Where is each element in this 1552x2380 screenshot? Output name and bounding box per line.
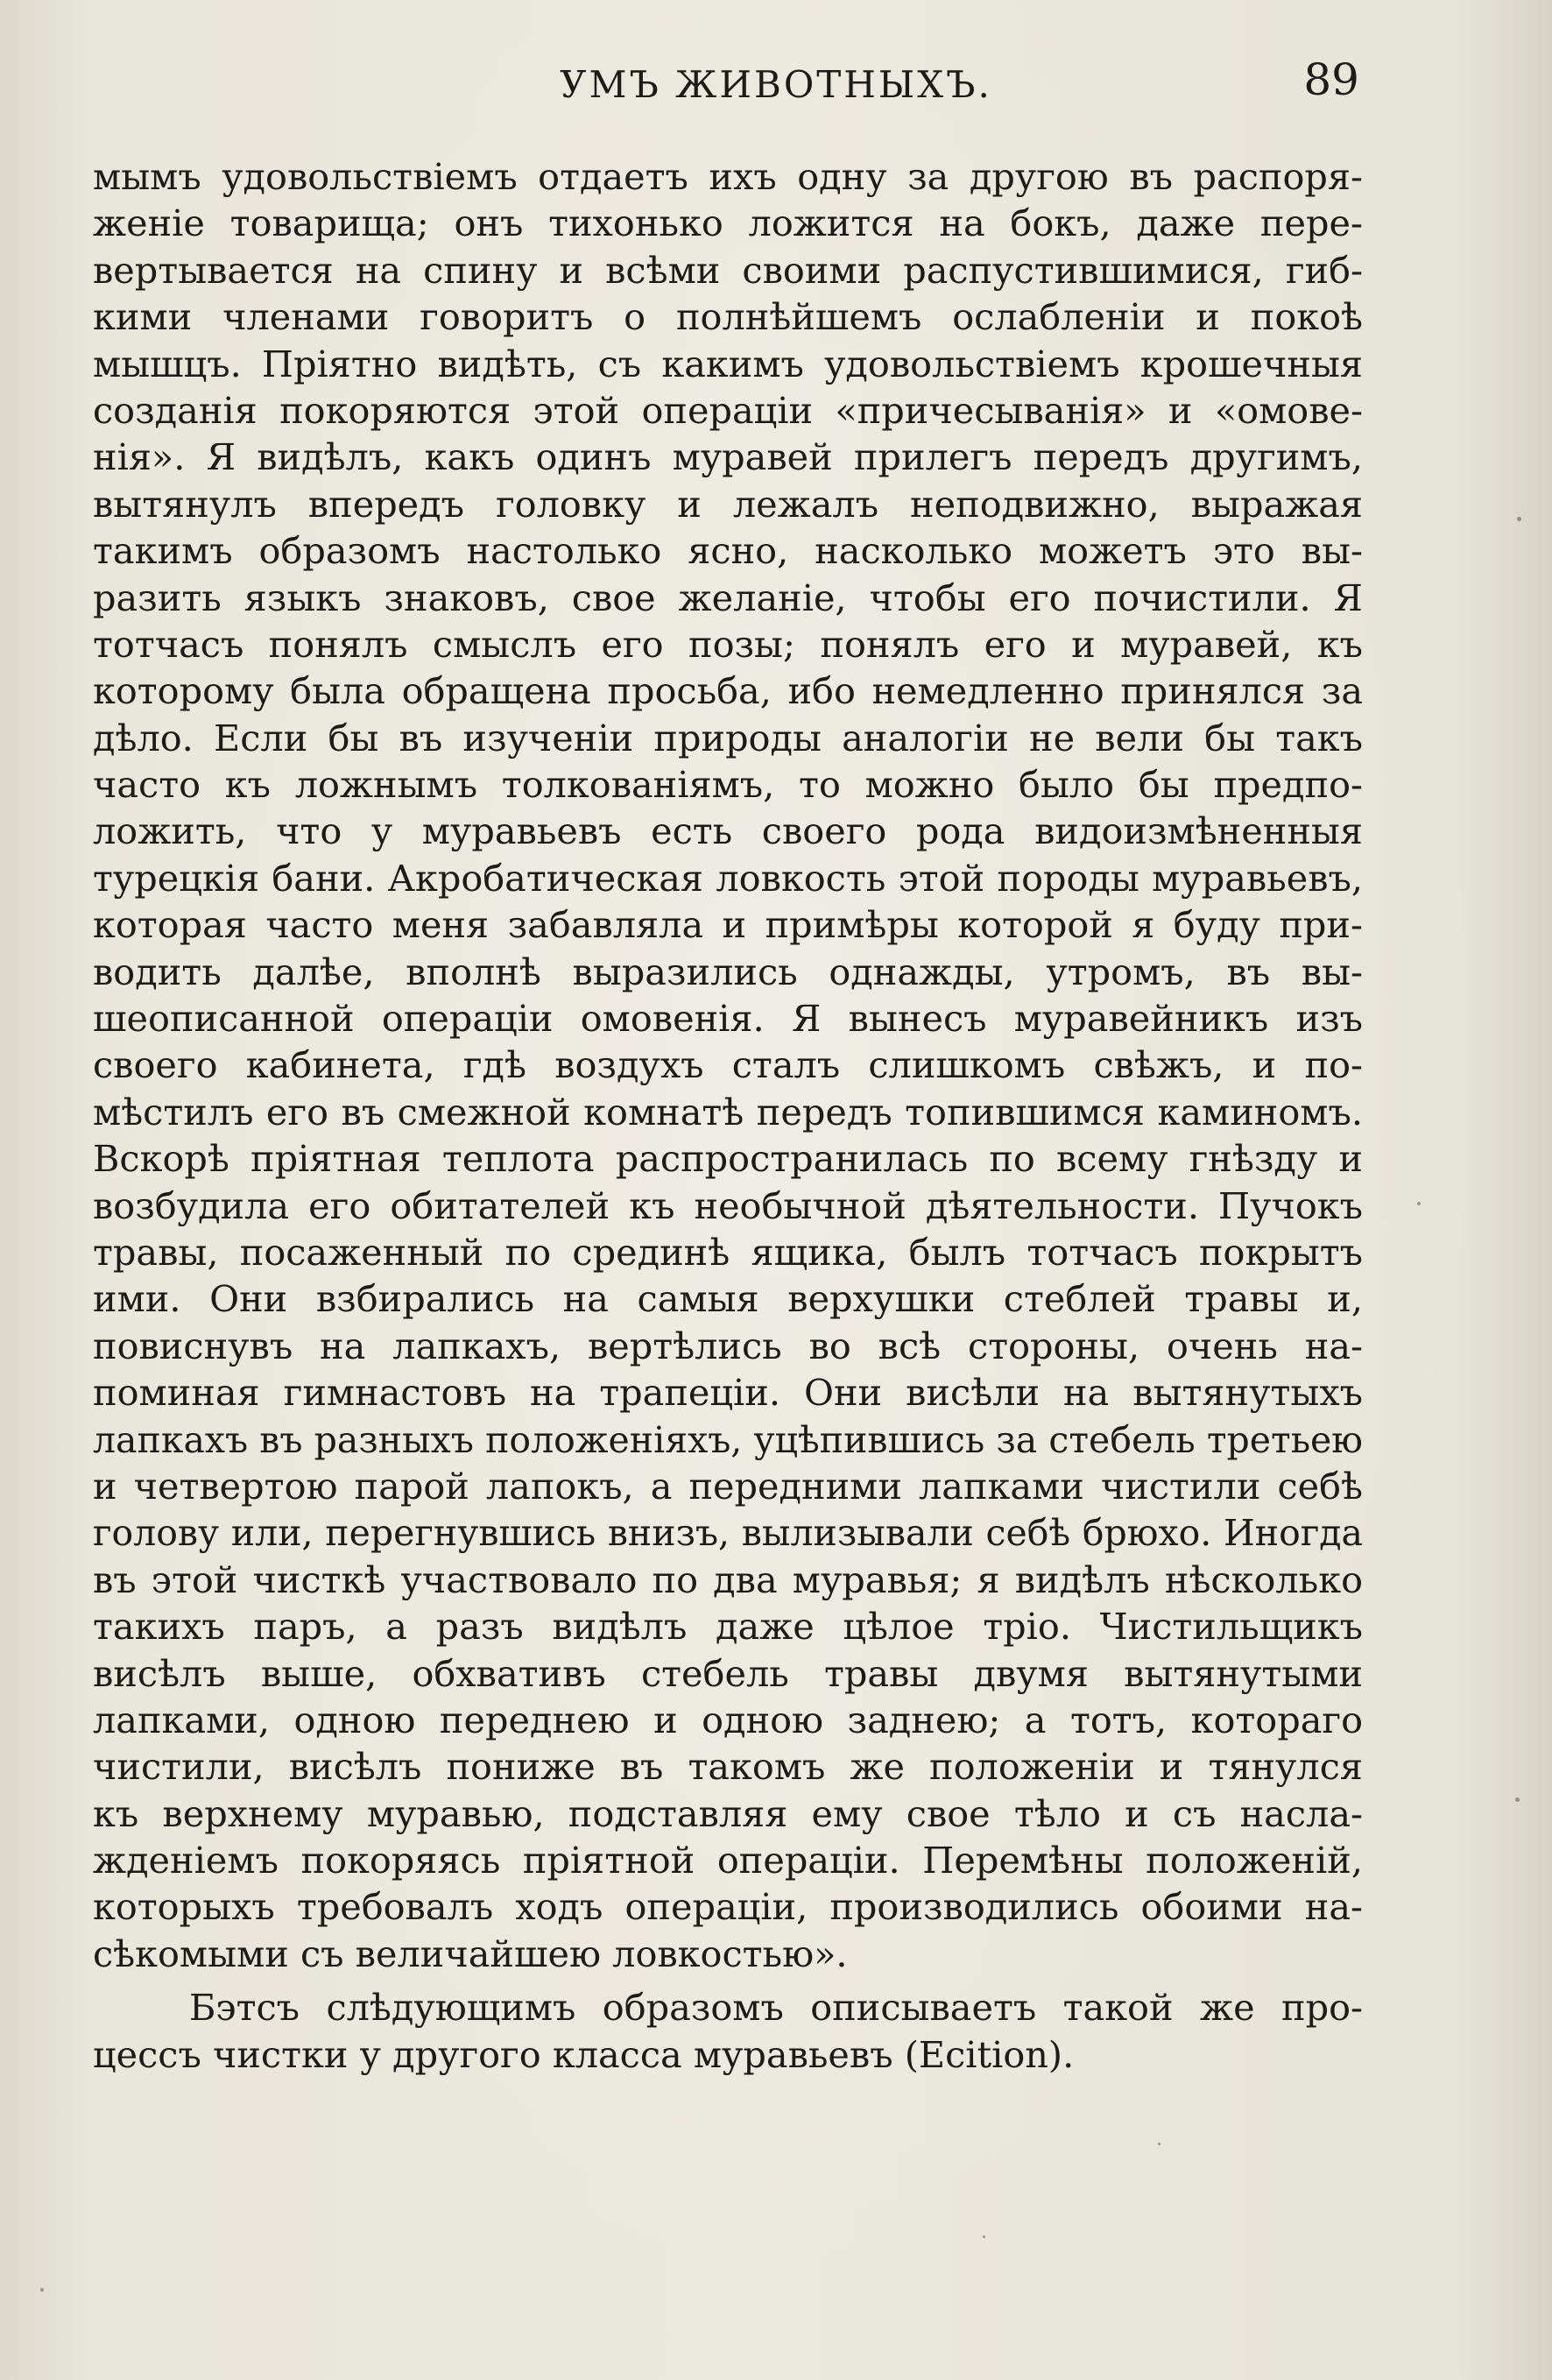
- text-line: мышцъ. Пріятно видѣть, съ какимъ удовольствіемъ крошечныя: [93, 343, 1363, 385]
- text-line: сѣкомыми съ величайшею ловкостью».: [93, 1932, 848, 1975]
- paragraph-gap: [93, 1978, 1363, 1985]
- text-line: повиснувъ на лапкахъ, вертѣлись во всѣ стороны, очень на-: [93, 1324, 1363, 1367]
- text-line: мѣстилъ его въ смежной комнатѣ передъ топившимся каминомъ.: [93, 1091, 1363, 1134]
- text-line: водить далѣе, вполнѣ выразились однажды, утромъ, въ вы-: [93, 950, 1363, 993]
- text-line: которому была обращена просьба, ибо немедленно принялся за: [93, 670, 1363, 713]
- text-line: висѣлъ выше, обхвативъ стебель травы двумя вытянутыми: [93, 1652, 1363, 1695]
- text-line: шеописанной операціи омовенія. Я вынесъ муравейникъ изъ: [93, 998, 1363, 1041]
- text-line: мымъ удовольствіемъ отдаетъ ихъ одну за другою въ распоря-: [93, 156, 1363, 198]
- text-line: къ верхнему муравью, подставляя ему свое тѣло и съ насла-: [93, 1792, 1363, 1835]
- paragraph: [93, 154, 1363, 1978]
- print-speck: [40, 2288, 44, 2292]
- text-line: поминая гимнастовъ на трапеціи. Они висѣли на вытянутыхъ: [93, 1372, 1363, 1415]
- text-line: жденіемъ покоряясь пріятной операціи. Перемѣны положеній,: [93, 1840, 1363, 1882]
- text-line: созданія покоряются этой операціи «причесыванія» и «омове-: [93, 389, 1363, 432]
- text-line: турецкія бани. Акробатическая ловкость этой породы муравьевъ,: [93, 857, 1363, 900]
- text-line: въ этой чисткѣ участвовало по два муравья; я видѣлъ нѣсколько: [93, 1558, 1363, 1601]
- text-line: такимъ образомъ настолько ясно, насколько можетъ это вы-: [93, 530, 1363, 573]
- text-line: цессъ чистки у другого класса муравьевъ (Ecition).: [93, 2033, 1075, 2076]
- text-line: лапками, одною переднею и одною заднею; а тотъ, котораго: [93, 1698, 1363, 1741]
- text-line: чистили, висѣлъ пониже въ такомъ же положеніи и тянулся: [93, 1746, 1363, 1789]
- text-line: тотчасъ понялъ смыслъ его позы; понялъ его и муравей, къ: [93, 623, 1363, 666]
- page-number: 89: [1303, 54, 1359, 105]
- text-line: разить языкъ знаковъ, свое желаніе, чтобы его почистили. Я: [93, 576, 1363, 619]
- print-speck: [1517, 517, 1521, 521]
- text-line: нія». Я видѣлъ, какъ одинъ муравей прилегъ передъ другимъ,: [93, 436, 1363, 479]
- text-line: возбудила его обитателей къ необычной дѣятельности. Пучокъ: [93, 1184, 1363, 1227]
- text-line: голову или, перегнувшись внизъ, вылизывали себѣ брюхо. Иногда: [93, 1512, 1363, 1555]
- running-head: УМЪ ЖИВОТНЫХЪ.: [560, 63, 992, 106]
- paragraph: [93, 1985, 1363, 2079]
- print-speck: [983, 2235, 985, 2238]
- text-line: травы, посаженный по срединѣ ящика, былъ тотчасъ покрытъ: [93, 1231, 1363, 1274]
- body-text: [93, 154, 1363, 2079]
- text-line: лапкахъ въ разныхъ положеніяхъ, уцѣпившись за стебель третьею: [93, 1418, 1363, 1461]
- print-speck: [1515, 1797, 1520, 1802]
- text-line: ими. Они взбирались на самыя верхушки стеблей травы и,: [93, 1278, 1363, 1321]
- text-line: кими членами говоритъ о полнѣйшемъ ослабленіи и покоѣ: [93, 296, 1363, 339]
- page-header: [0, 54, 1552, 124]
- text-line: ложить, что у муравьевъ есть своего рода видоизмѣненныя: [93, 810, 1363, 853]
- text-line: вертывается на спину и всѣми своими распустившимися, гиб-: [93, 249, 1363, 292]
- text-line: такихъ паръ, а разъ видѣлъ даже цѣлое тріо. Чистильщикъ: [93, 1606, 1363, 1649]
- text-line: Вскорѣ пріятная теплота распространилась по всему гнѣзду и: [93, 1138, 1363, 1181]
- print-speck: [1417, 1202, 1421, 1205]
- text-line: часто къ ложнымъ толкованіямъ, то можно было бы предпо-: [93, 764, 1363, 807]
- text-line: Бэтсъ слѣдующимъ образомъ описываетъ такой же про-: [189, 1987, 1363, 2030]
- text-line: которыхъ требовалъ ходъ операціи, производились обоими на-: [93, 1886, 1363, 1929]
- text-line: которая часто меня забавляла и примѣры которой я буду при-: [93, 904, 1363, 947]
- text-line: своего кабинета, гдѣ воздухъ сталъ слишкомъ свѣжъ, и по-: [93, 1044, 1363, 1087]
- text-line: вытянулъ впередъ головку и лежалъ неподвижно, выражая: [93, 483, 1363, 526]
- text-line: и четвертою парой лапокъ, а передними лапками чистили себѣ: [93, 1465, 1363, 1508]
- text-line: женіе товарища; онъ тихонько ложится на бокъ, даже пере-: [93, 202, 1363, 245]
- print-speck: [1158, 2143, 1160, 2145]
- text-line: дѣло. Если бы въ изученіи природы аналогіи не вели бы такъ: [93, 717, 1363, 759]
